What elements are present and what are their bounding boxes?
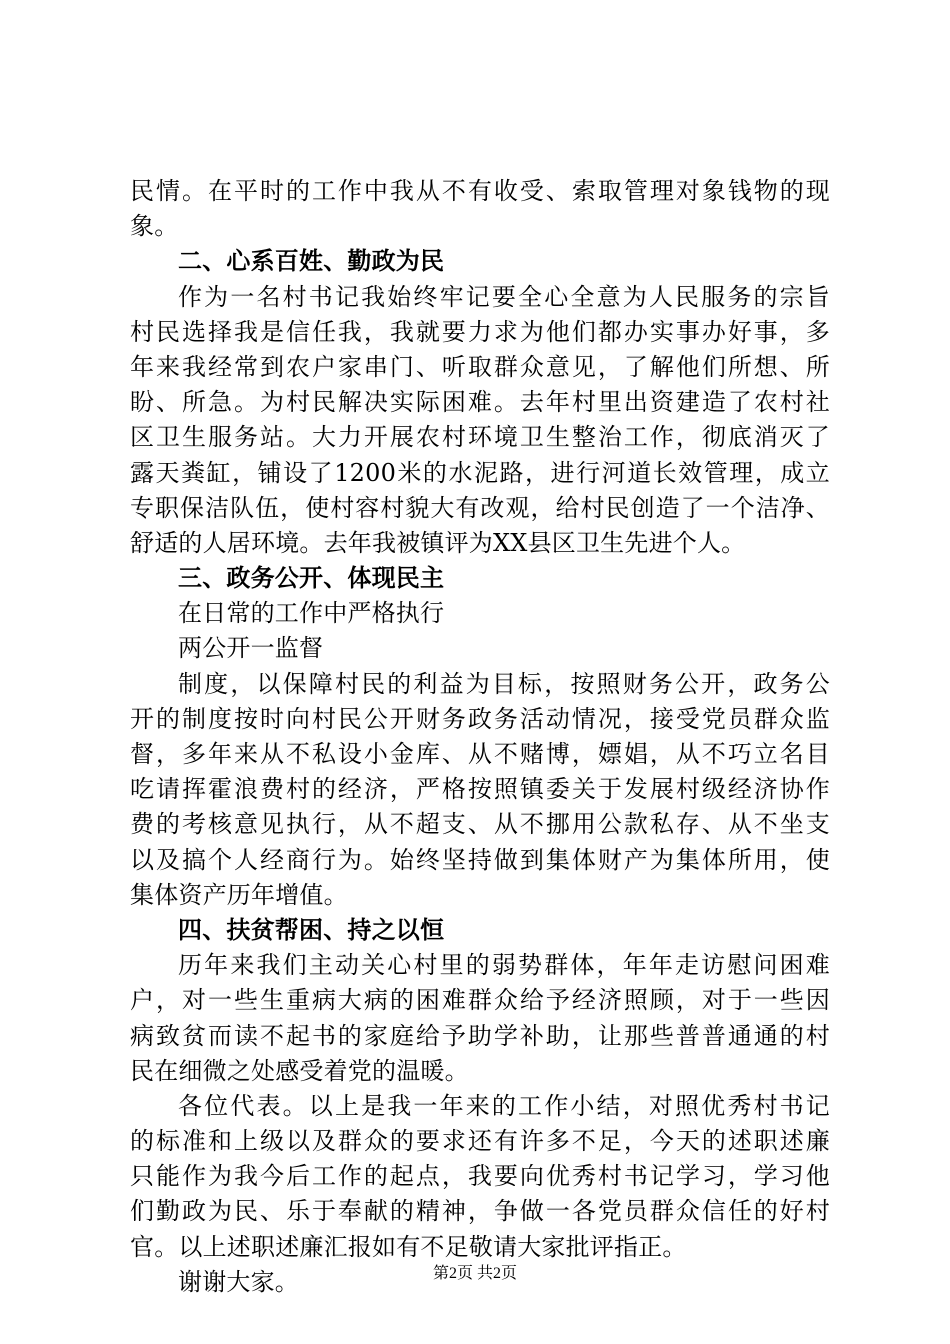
- text-line: 盼、所急。为村民解决实际困难。去年村里出资建造了农村社: [130, 388, 830, 417]
- text-line: 在日常的工作中严格执行: [178, 599, 445, 628]
- text-line: 露天粪缸，铺设了1200米的水泥路，进行河道长效管理，成立: [130, 458, 830, 487]
- text-line: 各位代表。以上是我一年来的工作小结，对照优秀村书记: [178, 1091, 830, 1120]
- text-line: 集体资产历年增值。: [130, 880, 348, 909]
- text-line: 年来我经常到农户家串门、听取群众意见，了解他们所想、所: [130, 352, 830, 381]
- text-line: 民情。在平时的工作中我从不有收受、索取管理对象钱物的现: [130, 177, 830, 205]
- text-line: 们勤政为民、乐于奉献的精神，争做一各党员群众信任的好村: [130, 1197, 830, 1226]
- text-line: 作为一名村书记我始终牢记要全心全意为人民服务的宗旨: [178, 282, 830, 311]
- text-line: 谢谢大家。: [178, 1267, 299, 1296]
- page-footer: [0, 1264, 950, 1284]
- text-line: 区卫生服务站。大力开展农村环境卫生整治工作，彻底消灭了: [130, 423, 830, 452]
- text-line: 民在细微之处感受着党的温暖。: [130, 1056, 469, 1085]
- document-body: [130, 174, 830, 1300]
- text-line: 以及搞个人经商行为。始终坚持做到集体财产为集体所用，使: [130, 845, 830, 874]
- text-line: 只能作为我今后工作的起点，我要向优秀村书记学习，学习他: [130, 1162, 830, 1191]
- text-line: 两公开一监督: [178, 634, 324, 663]
- text-line: 村民选择我是信任我，我就要力求为他们都办实事办好事，多: [130, 317, 830, 346]
- section-heading: 三、政务公开、体现民主: [178, 564, 445, 593]
- text-line: 历年来我们主动关心村里的弱势群体，年年走访慰问困难: [178, 951, 830, 980]
- page-number: 第2页 共2页: [432, 1265, 517, 1282]
- text-line: 费的考核意见执行，从不超支、从不挪用公款私存、从不坐支: [130, 810, 830, 839]
- text-line: 制度，以保障村民的利益为目标，按照财务公开，政务公: [178, 669, 830, 698]
- text-line: 舒适的人居环境。去年我被镇评为XX县区卫生先进个人。: [130, 528, 746, 557]
- section-heading: 二、心系百姓、勤政为民: [178, 247, 445, 276]
- text-line: 象。: [130, 212, 179, 241]
- text-line: 吃请挥霍浪费村的经济，严格按照镇委关于发展村级经济协作: [130, 775, 830, 804]
- text-line: 病致贫而读不起书的家庭给予助学补助，让那些普普通通的村: [130, 1021, 830, 1050]
- text-line: 官。以上述职述廉汇报如有不足敬请大家批评指正。: [130, 1232, 687, 1261]
- text-line: 开的制度按时向村民公开财务政务活动情况，接受党员群众监: [130, 704, 830, 733]
- text-line: 专职保洁队伍，使村容村貌大有改观，给村民创造了一个洁净、: [130, 493, 830, 522]
- text-line: 督，多年来从不私设小金库、从不赌博，嫖娼，从不巧立名目: [130, 740, 830, 768]
- text-line: 的标准和上级以及群众的要求还有许多不足，今天的述职述廉: [130, 1127, 830, 1156]
- section-heading: 四、扶贫帮困、持之以恒: [178, 915, 445, 944]
- text-line: 户，对一些生重病大病的困难群众给予经济照顾，对于一些因: [130, 986, 830, 1015]
